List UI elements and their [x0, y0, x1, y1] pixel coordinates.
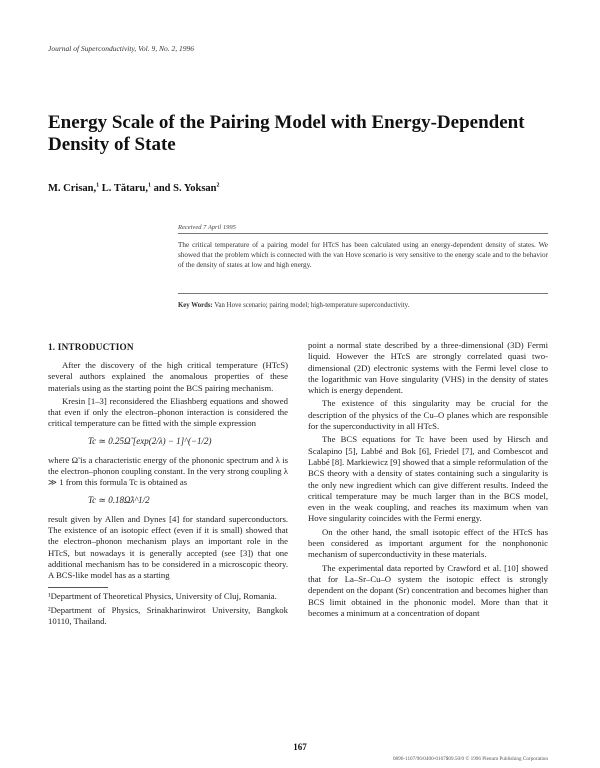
- copyright-line: 0896-1107/96/0400-0167$09.50/0 © 1996 Plenum Publishing Corporation: [392, 756, 548, 762]
- paragraph: After the discovery of the high critical temperature (HTcS) several authors explained the anomalous properties of these materials using as the starting point the BCS pairing mechanism.: [48, 360, 288, 393]
- paper-title: Energy Scale of the Pairing Model with Energy-Dependent Density of State: [48, 112, 525, 155]
- footnote: ¹Department of Theoretical Physics, University of Cluj, Romania.: [48, 591, 277, 602]
- right-column: [308, 340, 548, 621]
- section-heading: 1. INTRODUCTION: [48, 342, 134, 352]
- paragraph: On the other hand, the small isotopic effect of the HTcS has been considered as important argument for the nonphononic mechanism of superconductivity in these materials.: [308, 526, 548, 560]
- page-number: 167: [293, 742, 307, 752]
- received-date: Received 7 April 1995: [178, 224, 236, 231]
- paragraph: The experimental data reported by Crawford et al. [10] showed that for La–Sr–Cu–O system the isotopic effect is strongly dependent on the dopant (Sr) concentration and becomes higher than BCS limit obtained in the phononic model. More than that it becomes a minimum at a concentration of dopant: [308, 562, 548, 618]
- author: L. Tătaru,$^1$: [101, 182, 151, 194]
- author-list: [48, 182, 220, 194]
- equation-2: Tc ≃ 0.18Ω̃λ^1/2: [88, 494, 150, 505]
- footnote-divider: [48, 587, 108, 588]
- left-column: [48, 340, 288, 629]
- keywords-label: Key Words:: [178, 302, 213, 309]
- paragraph: Kresin [1–3] reconsidered the Eliashberg equations and showed that even if only the electron–phonon interaction is considered the critical temperature can be fitted with the simple expression: [48, 395, 288, 429]
- journal-header: Journal of Superconductivity, Vol. 9, No. 2, 1996: [48, 44, 194, 53]
- footnote: ²Department of Physics, Srinakharinwirot University, Bangkok 10110, Thailand.: [48, 604, 288, 627]
- keywords: [178, 302, 548, 309]
- paragraph: result given by Allen and Dynes [4] for standard superconductors. The existence of an isotopic effect (even if it is small) showed that the electron–phonon mechanism plays an important role in the HTcS, but nowadays it is generally accepted (see [3]) that one additional mechanism has to be considered in a microscopic theory. A BCS-like model has as a starting: [48, 513, 288, 581]
- author: M. Crisan,$^1$: [48, 182, 100, 194]
- abstract-text: The critical temperature of a pairing model for HTcS has been calculated using an energy-dependent density of states. We showed that the problem which is connected with the van Hove scenario is very sensitive to the energy scale and to the behavior of the density of states at low and high energy.: [178, 241, 548, 270]
- equation-1: Tc ≃ 0.25Ω̃ [exp(2/λ) − 1]^(−1/2): [88, 435, 212, 446]
- paragraph: The BCS equations for Tc have been used by Hirsch and Scalapino [5], Labbé and Bok [6], Friedel [7], and Combescot and Labbé [8]. Markiewicz [9] showed that a simple reformulation of the BCS theory with a density of states containing such a singularity is the only new ingredient which can give different results. Indeed the critical temperature may be much larger than in the BCS model, even in the weak coupling, and reaches its maximum when van Hove singularity coincides with the Fermi energy.: [308, 434, 548, 524]
- author: and S. Yoksan$^2$: [153, 182, 220, 194]
- paragraph: The existence of this singularity may be crucial for the description of the physics of the Cu–O planes which are responsible for the superconductivity in all HTcS.: [308, 398, 548, 432]
- paragraph: point a normal state described by a three-dimensional (3D) Fermi liquid. However the HTcS are strongly correlated quasi two-dimensional (2D) electronic systems with the Fermi level close to the logarithmic van Hove singularity (VHS) in the density of states which is energy dependent.: [308, 340, 548, 396]
- paragraph: where Ω̃ is a characteristic energy of the phononic spectrum and λ is the electron–phonon coupling constant. In the very strong coupling λ ≫ 1 from this formula Tc is obtained as: [48, 454, 288, 488]
- abstract-top-rule: [178, 233, 548, 234]
- abstract-bottom-rule: [178, 293, 548, 294]
- keywords-text: Van Hove scenario; pairing model; high-temperature superconductivity.: [214, 302, 410, 309]
